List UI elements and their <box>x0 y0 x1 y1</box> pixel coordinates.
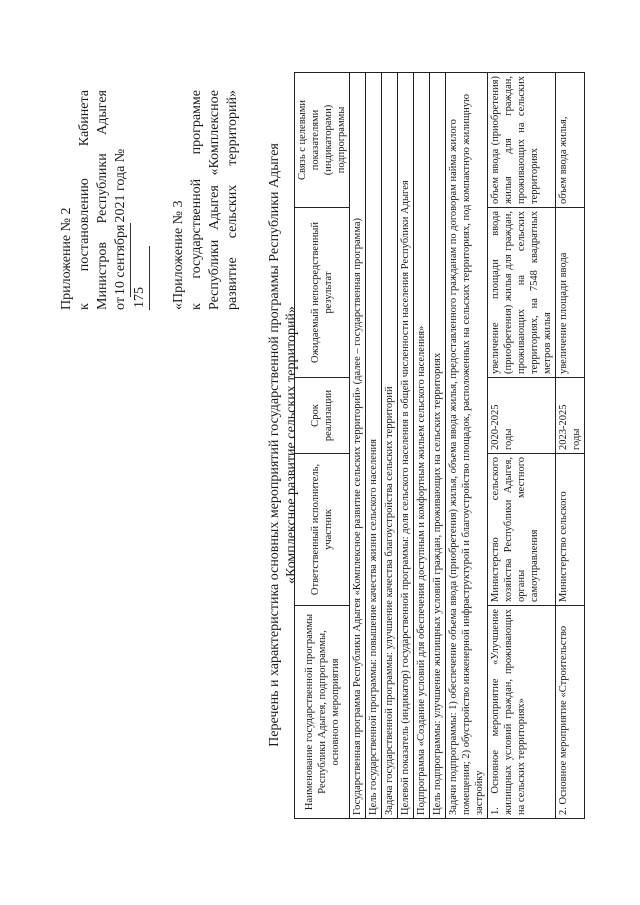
appendix2-block <box>170 90 242 310</box>
table-row <box>350 73 366 819</box>
header-cell: Срок реализации <box>295 378 350 454</box>
measure-result: увеличение площади ввода (приобретения) жилья для граждан, проживающих на сельских территориях, на 7548 квадратных метров жилья <box>488 208 556 378</box>
appendix2-line: развитие сельских территорий» <box>225 90 240 310</box>
program-goal-row: Цель государственной программы: повышение качества жизни сельского населения <box>366 73 382 819</box>
header-cell: Ожидаемый непосредственный результат <box>295 208 350 378</box>
table-row <box>488 73 556 819</box>
measure-indicator-link: объем ввода (приобретения) жилья для граждан, проживающих на сельских территориях <box>488 73 556 208</box>
title-line: Перечень и характеристика основных мероприятий государственной программы Республики Адыгея <box>267 143 282 747</box>
measure-executor: Министерство сельского <box>556 454 585 606</box>
appendix-title: Приложение № 2 <box>59 207 74 310</box>
measure-name: 2. Основное мероприятие «Строительство <box>556 606 585 819</box>
measure-term: 2023-2025 годы <box>556 378 585 454</box>
measure-result: увеличение площади ввода <box>556 208 585 378</box>
appendix-line: к постановлению Кабинета <box>77 90 92 310</box>
appendix-date <box>112 90 150 310</box>
program-task-row: Задача государственной программы: улучшение качества благоустройства сельских территорий <box>382 73 398 819</box>
table-row <box>430 73 446 819</box>
measure-name: 1. Основное мероприятие «Улучшение жилищных условий граждан, проживающих на сельских территориях» <box>488 606 556 819</box>
header-cell: Ответственный исполнитель, участник <box>295 454 350 606</box>
table-row <box>414 73 430 819</box>
date-prefix: от <box>113 297 128 310</box>
appendix-line: Министров Республики Адыгея <box>95 90 110 310</box>
measure-indicator-link: объем ввода жилья, <box>556 73 585 208</box>
subprogram-goal-row: Цель подпрограммы: улучшение жилищных условий граждан, проживающих на сельских территориях <box>430 73 446 819</box>
table-header-row <box>295 73 350 819</box>
document-number: 175 <box>131 246 150 310</box>
table-row <box>398 73 414 819</box>
table-row <box>382 73 398 819</box>
table-row <box>446 73 488 819</box>
header-cell: Наименование государственной программы Республики Адыгея, подпрограммы, основного мероприятия <box>295 606 350 819</box>
subprogram-row: Подпрограмма «Создание условий для обеспечения доступным и комфортным жильем сельского населения» <box>414 73 430 819</box>
appendix2-line: к государственной программе <box>189 90 204 310</box>
measure-term: 2020-2025 годы <box>488 378 556 454</box>
date-mid: 2021 года № <box>113 148 128 223</box>
measure-executor: Министерство сельского хозяйства Республики Адыгея, органы местного самоуправления <box>488 454 556 606</box>
measures-table <box>294 72 585 819</box>
table-row <box>366 73 382 819</box>
appendix-block <box>58 90 242 310</box>
subprogram-tasks-row: Задачи подпрограммы: 1) обеспечение объема ввода (приобретения) жилья, объема ввода жилья, предоставленного гражданам по договорам найма жилого помещения; 2) обустройство инженерной инфраструктурой и благоустройство площадок, расположенных на сельских территориях, под компактную жилищную застройку <box>446 73 488 819</box>
program-row: Государственная программа Республики Адыгея «Комплексное развитие сельских территорий» (далее – государственная программа) <box>350 73 366 819</box>
program-indicator-row: Целевой показатель (индикатор) государственной программы: доля сельского населения в общей численности населения Республики Адыгея <box>398 73 414 819</box>
appendix2-title: «Приложение № 3 <box>171 200 186 310</box>
header-cell: Связь с целевыми показателями (индикаторами) подпрограммы <box>295 73 350 208</box>
appendix2-line: Республики Адыгея «Комплексное <box>207 90 222 310</box>
title-line: «Комплексное развитие сельских территорий» <box>284 306 299 584</box>
table-row <box>556 73 585 819</box>
date-value: 10 сентября <box>112 223 131 298</box>
